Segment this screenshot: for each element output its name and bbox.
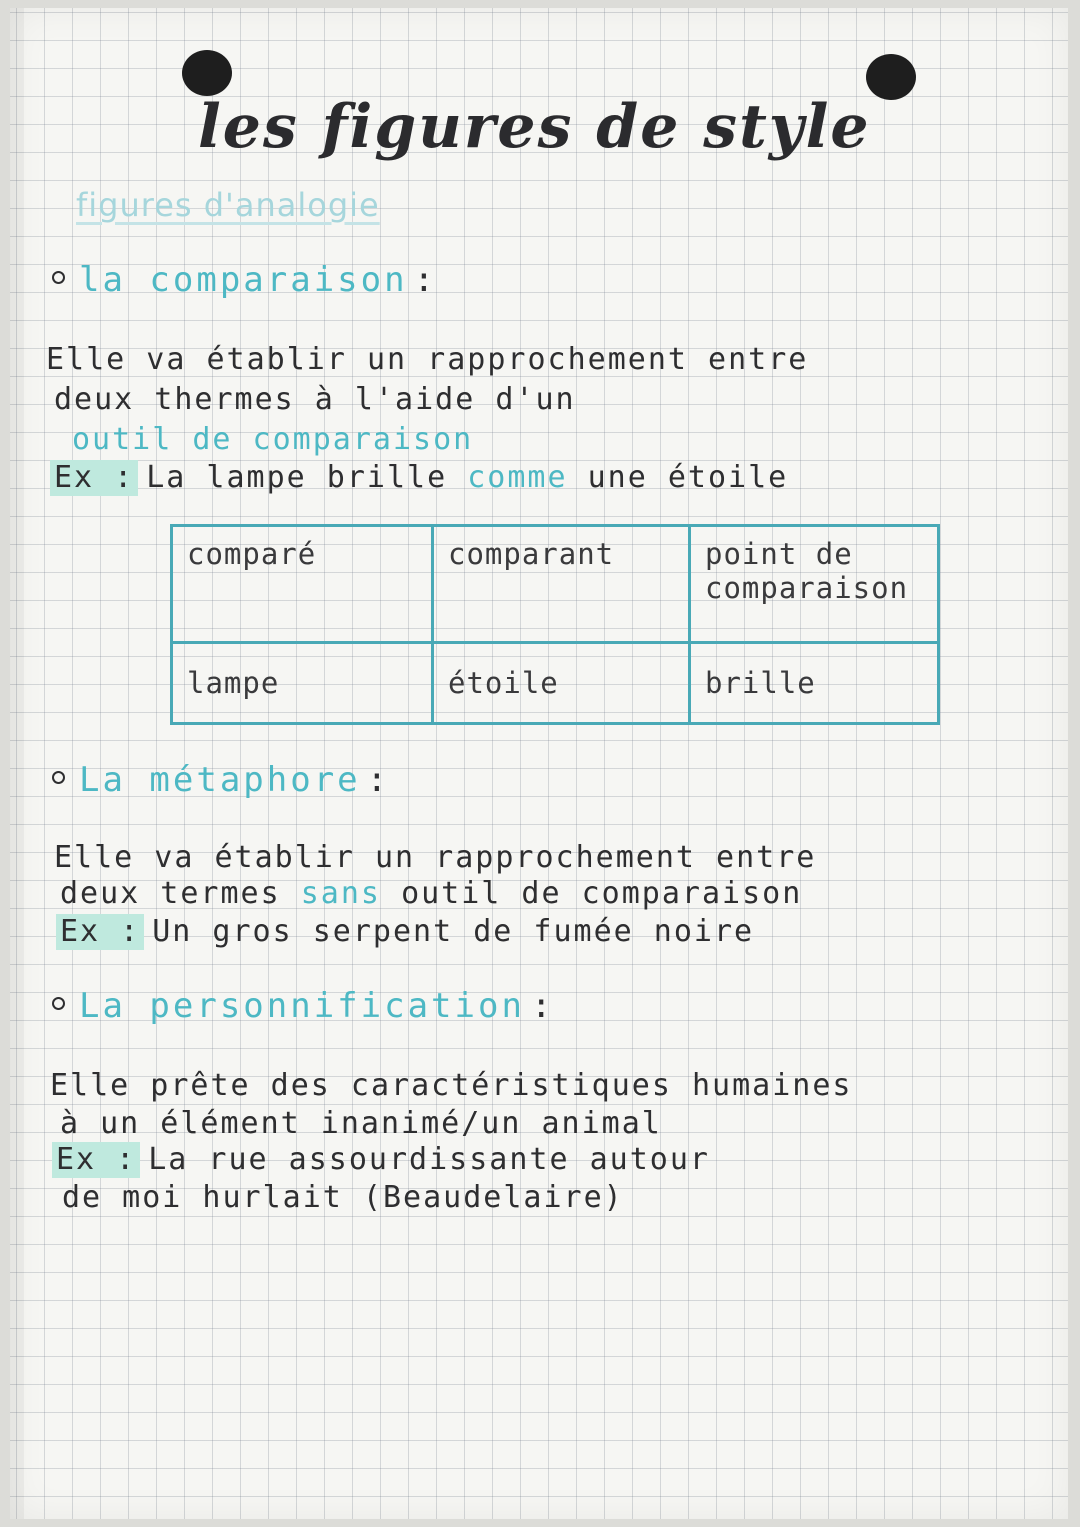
personnification-line-1: Elle prête des caractéristiques humaines	[50, 1068, 853, 1103]
example-text-after: une étoile	[587, 460, 789, 495]
example-comparison-tool: comme	[467, 460, 568, 495]
heading-colon: :	[366, 760, 391, 800]
comparaison-line-3: outil de comparaison	[72, 422, 474, 457]
page-title: les figures de style	[198, 92, 871, 162]
bullet-icon	[52, 771, 65, 784]
table-header-cell: comparé	[172, 526, 433, 643]
example-text: La rue assourdissante autour	[148, 1142, 710, 1177]
table-row	[172, 643, 939, 724]
punch-hole-right	[866, 54, 916, 100]
metaphore-example	[56, 914, 754, 950]
table-header-cell: comparant	[433, 526, 690, 643]
example-label: Ex :	[56, 914, 144, 950]
bullet-icon	[52, 997, 65, 1010]
heading-colon: :	[530, 986, 555, 1026]
metaphore-line-2-after: outil de comparaison	[401, 876, 803, 911]
comparaison-line-2: deux thermes à l'aide d'un	[54, 382, 576, 417]
heading-text: La métaphore	[79, 760, 361, 800]
table-cell: étoile	[433, 643, 690, 724]
example-label: Ex :	[50, 460, 138, 496]
heading-colon: :	[413, 260, 438, 300]
page-margin	[10, 8, 24, 1519]
section-heading-personnification	[52, 986, 554, 1026]
section-heading-metaphore	[52, 760, 390, 800]
comparaison-example	[50, 460, 788, 496]
table-cell: lampe	[172, 643, 433, 724]
heading-text: La personnification	[79, 986, 525, 1026]
personnification-line-4: de moi hurlait (Beaudelaire)	[62, 1180, 624, 1215]
notebook-page	[10, 8, 1068, 1519]
comparison-table	[170, 524, 940, 725]
section-heading-comparaison	[52, 260, 437, 300]
personnification-line-2: à un élément inanimé/un animal	[60, 1106, 662, 1141]
metaphore-line-2-before: deux termes	[60, 876, 281, 911]
comparaison-line-1: Elle va établir un rapprochement entre	[46, 342, 809, 377]
example-text: Un gros serpent de fumée noire	[152, 914, 755, 949]
metaphore-line-1: Elle va établir un rapprochement entre	[54, 840, 817, 875]
table-header-cell: point de comparaison	[690, 526, 939, 643]
table-header-row	[172, 526, 939, 643]
metaphore-line-2	[60, 876, 802, 912]
personnification-example	[52, 1142, 710, 1178]
punch-hole-left	[182, 50, 232, 96]
bullet-icon	[52, 271, 65, 284]
example-text-before: La lampe brille	[146, 460, 448, 495]
table-cell: brille	[690, 643, 939, 724]
metaphore-highlight: sans	[300, 876, 381, 911]
example-label: Ex :	[52, 1142, 140, 1178]
page-subtitle: figures d'analogie	[76, 186, 380, 224]
heading-text: la comparaison	[79, 260, 408, 300]
